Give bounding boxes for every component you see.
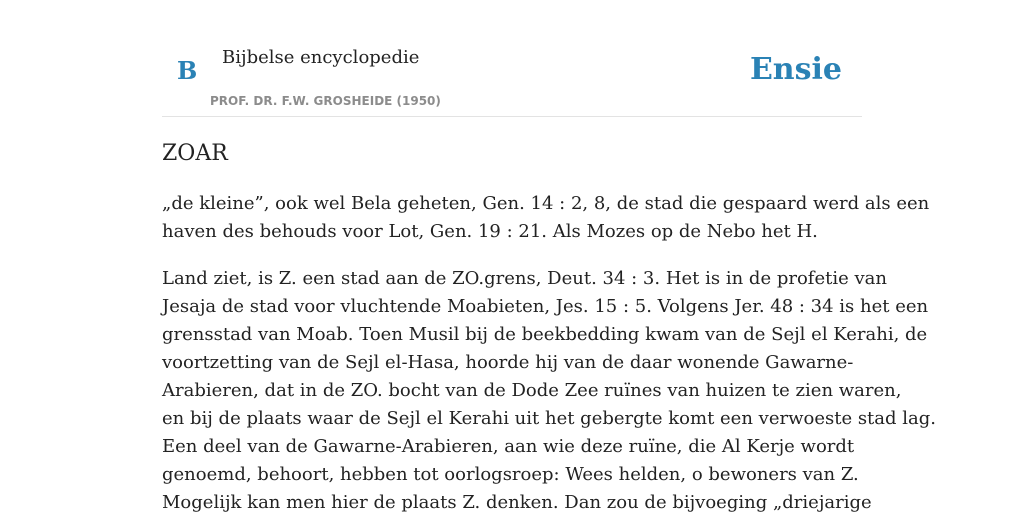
book-letter-icon[interactable]: B bbox=[177, 56, 198, 85]
book-title-link[interactable]: Bijbelse encyclopedie bbox=[222, 47, 420, 68]
site-header bbox=[162, 0, 862, 117]
paragraph-line: en bij de plaats waar de Sejl el Kerahi uit het gebergte komt een verwoeste stad lag. bbox=[162, 408, 936, 429]
paragraph-line: Jesaja de stad voor vluchtende Moabieten, Jes. 15 : 5. Volgens Jer. 48 : 34 is het een bbox=[162, 296, 929, 317]
article-title: ZOAR bbox=[162, 141, 228, 166]
article-paragraph-1 bbox=[162, 190, 930, 246]
paragraph-line: genoemd, behoort, hebben tot oorlogsroep: Wees helden, o bewoners van Z. bbox=[162, 464, 859, 485]
book-author: PROF. DR. F.W. GROSHEIDE (1950) bbox=[210, 94, 441, 108]
ensie-logo[interactable]: Ensie bbox=[749, 52, 842, 87]
paragraph-line: „de kleine”, ook wel Bela geheten, Gen. 14 : 2, 8, de stad die gespaard werd als een bbox=[162, 193, 930, 214]
paragraph-line: Land ziet, is Z. een stad aan de ZO.grens, Deut. 34 : 3. Het is in de profetie van bbox=[162, 268, 887, 289]
article-body bbox=[162, 138, 936, 512]
paragraph-line: Mogelijk kan men hier de plaats Z. denken. Dan zou de bijvoeging „driejarige bbox=[162, 492, 872, 512]
paragraph-line: Arabieren, dat in de ZO. bocht van de Dode Zee ruïnes van huizen te zien waren, bbox=[162, 380, 902, 401]
paragraph-line: grensstad van Moab. Toen Musil bij de beekbedding kwam van de Sejl el Kerahi, de bbox=[162, 324, 928, 345]
paragraph-line: haven des behouds voor Lot, Gen. 19 : 21. Als Mozes op de Nebo het H. bbox=[162, 221, 818, 242]
paragraph-line: Een deel van de Gawarne-Arabieren, aan wie deze ruïne, die Al Kerje wordt bbox=[162, 436, 855, 457]
paragraph-line: voortzetting van de Sejl el-Hasa, hoorde hij van de daar wonende Gawarne- bbox=[162, 352, 854, 373]
article-paragraph-2 bbox=[162, 265, 936, 512]
